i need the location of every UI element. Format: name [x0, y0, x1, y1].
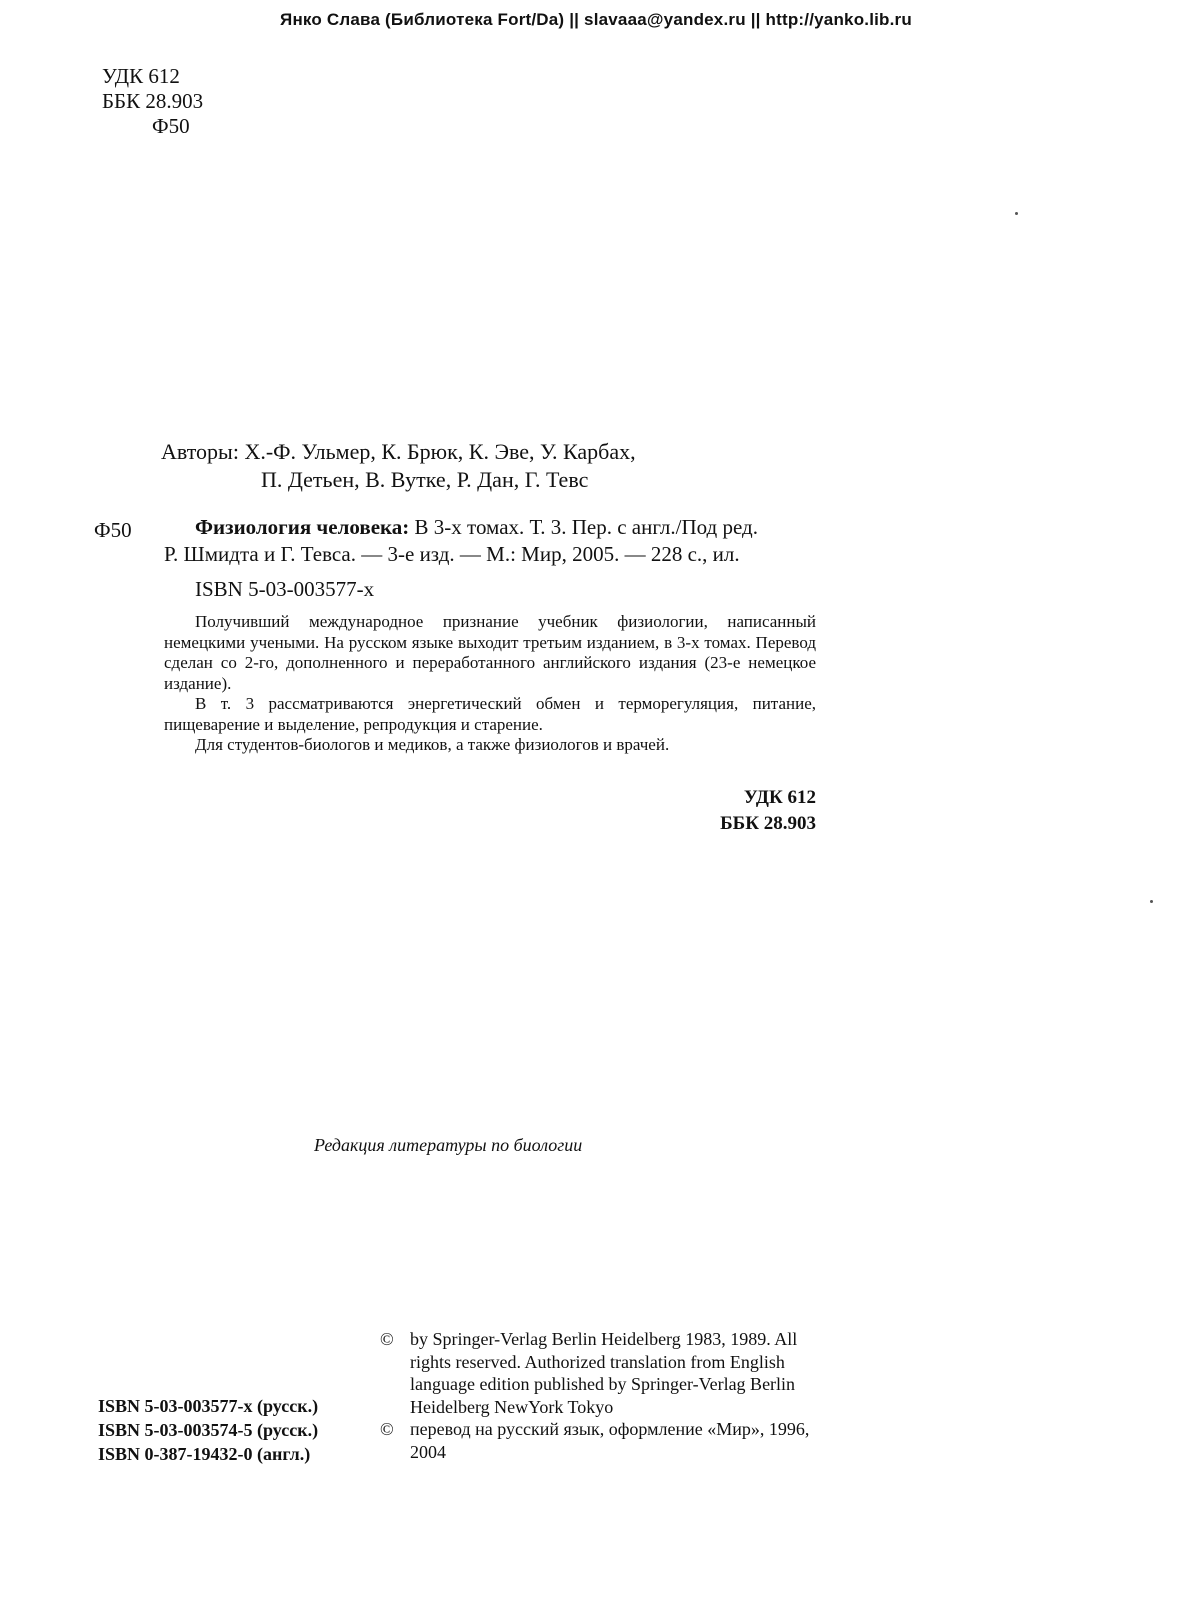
abstract-paragraph-2: В т. 3 рассматриваются энергетический обмен и терморегуляция, питание, пищеварение и выделение, репродукция и старение. — [164, 694, 816, 734]
copyright-original: by Springer-Verlag Berlin Heidelberg 1983, 1989. All rights reserved. Authorized translation from English language edition published by Springer-Verlag Berlin Heidelberg NewYork Tokyo — [410, 1329, 798, 1417]
isbn-list — [98, 1394, 318, 1466]
classification-right — [600, 785, 816, 837]
copyright-symbol: © — [380, 1329, 394, 1349]
isbn-item: ISBN 5-03-003577-х (русск.) — [98, 1396, 319, 1416]
authors-line-1: Х.-Ф. Ульмер, К. Брюк, К. Эве, У. Карбах, — [244, 439, 636, 464]
editorial-office: Редакция литературы по биологии — [314, 1135, 583, 1155]
copyright-block — [380, 1328, 820, 1463]
isbn-item: ISBN 0-387-19432-0 (англ.) — [98, 1444, 311, 1464]
copyright-translation: перевод на русский язык, оформление «Мир», 1996, 2004 — [410, 1419, 810, 1462]
book-title: Физиология человека: — [195, 515, 410, 539]
bibliographic-record — [164, 514, 816, 568]
watermark-header: Янко Слава (Библиотека Fort/Da) || slavaaa@yandex.ru || http://yanko.lib.ru — [280, 10, 912, 29]
bbk-code: ББК 28.903 — [102, 89, 204, 113]
copyright-symbol: © — [380, 1419, 394, 1439]
authors-line-2: П. Детьен, В. Вутке, Р. Дан, Г. Тевс — [261, 467, 589, 492]
isbn-main: ISBN 5-03-003577-х — [195, 577, 375, 601]
abstract-paragraph-3: Для студентов-биологов и медиков, а также физиологов и врачей. — [195, 735, 670, 754]
scan-speck — [1015, 212, 1018, 215]
authors-label: Авторы: — [161, 439, 239, 464]
udk-code: УДК 612 — [102, 64, 180, 88]
bbk-code-right: ББК 28.903 — [720, 813, 816, 834]
biblio-line-1: В 3-х томах. Т. 3. Пер. с англ./Под ред. — [409, 515, 758, 539]
biblio-line-2: Р. Шмидта и Г. Тевса. — 3-е изд. — М.: Мир, 2005. — 228 с., ил. — [164, 542, 740, 566]
classification-top — [102, 64, 203, 139]
udk-code-right: УДК 612 — [743, 787, 816, 808]
scan-speck — [1150, 900, 1153, 903]
abstract-paragraph-1: Получивший международное признание учебник физиологии, написанный немецкими учеными. На русском языке выходит третьим изданием, в 3-х томах. Перевод сделан со 2-го, дополненного и переработанного английского издания (23-е немецкое издание). — [164, 612, 816, 693]
abstract — [164, 612, 816, 756]
biblio-author-sign: Ф50 — [94, 518, 132, 542]
authors-block — [161, 438, 636, 494]
isbn-item: ISBN 5-03-003574-5 (русск.) — [98, 1420, 319, 1440]
author-sign: Ф50 — [152, 114, 190, 138]
